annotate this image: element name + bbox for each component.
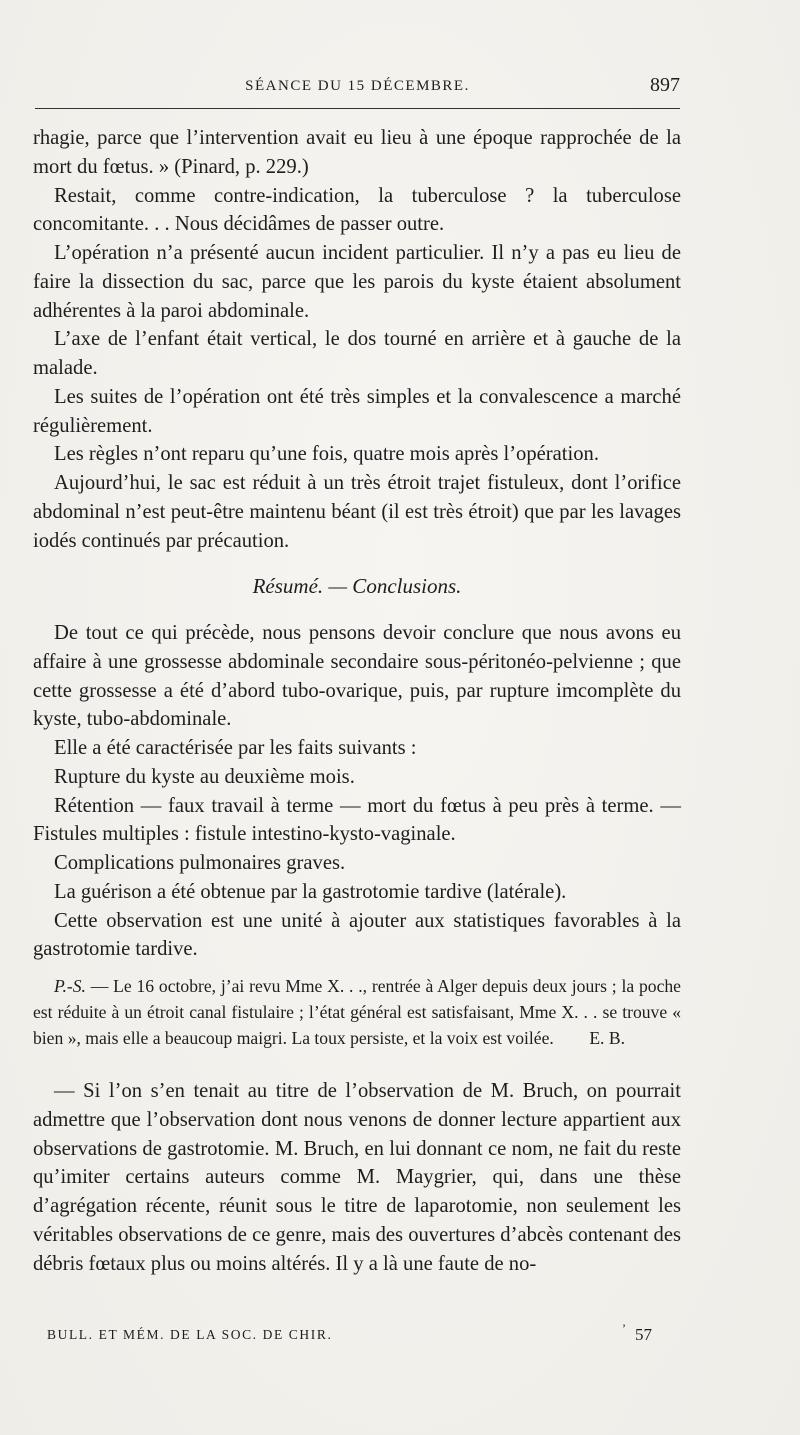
- conclusion-paragraph: Cette observation est une unité à ajouter aux statistiques favorables à la gastrotomie tardive.: [33, 909, 681, 961]
- conclusion-paragraph: Rupture du kyste au deuxième mois.: [54, 765, 355, 788]
- page-footer: [47, 1321, 652, 1349]
- paragraph: Aujourd’hui, le sac est réduit à un très étroit trajet fistuleux, dont l’orifice abdominal n’est peut-être maintenu béant (il est très étroit) que par les lavages iodés continués par précaution.: [33, 472, 681, 552]
- conclusion-paragraph: Elle a été caractérisée par les faits suivants :: [54, 737, 417, 759]
- journal-footer: BULL. ET MÉM. DE LA SOC. DE CHIR.: [47, 1327, 333, 1342]
- conclusion-paragraph: La guérison a été obtenue par la gastrotomie tardive (latérale).: [54, 880, 567, 903]
- paragraph: Les règles n’ont reparu qu’une fois, quatre mois après l’opération.: [54, 443, 599, 466]
- paragraph: Les suites de l’opération ont été très simples et la convalescence a marché régulièrement.: [33, 385, 681, 437]
- conclusion-paragraph: De tout ce qui précède, nous pensons devoir conclure que nous avons eu affaire à une grossesse abdominale secondaire sous-péritonéo-pelvienne ; que cette grossesse a été d’abord tubo-ovarique, puis, par rupture imcomplète du kyste, tubo-abdominale.: [33, 622, 681, 731]
- printer-mark: ’: [622, 1321, 626, 1335]
- conclusion-paragraph: Rétention — faux travail à terme — mort du fœtus à peu près à terme. — Fistules multiples : fistule intestino-kysto-vaginale.: [33, 794, 681, 846]
- body-text: [33, 124, 681, 1278]
- section-heading: Résumé. — Conclusions.: [252, 574, 462, 599]
- postscript-text: — Le 16 octobre, j’ai revu Mme X. . ., rentrée à Alger depuis deux jours ; la poche est réduite à un étroit canal fistulaire ; l’état général est satisfaisant, Mme X. . . se trouve « bien », mais elle a beaucoup maigri. La toux persiste, et la voix est voilée.: [33, 976, 681, 1048]
- paragraph: L’opération n’a présenté aucun incident particulier. Il n’y a pas eu lieu de faire la dissection du sac, parce que les parois du kyste étaient absolument adhérentes à la paroi abdominale.: [33, 242, 681, 322]
- header-rule: [35, 108, 680, 109]
- conclusion-paragraph: Complications pulmonaires graves.: [54, 852, 346, 874]
- paragraph: L’axe de l’enfant était vertical, le dos tourné en arrière et à gauche de la malade.: [33, 328, 681, 379]
- postscript-label: P.-S.: [54, 976, 86, 996]
- page-header: [35, 74, 680, 104]
- signature-number: 57: [635, 1325, 652, 1344]
- paragraph: Restait, comme contre-indication, la tuberculose ? la tuberculose concomitante. . . Nous décidâmes de passer outre.: [33, 184, 681, 236]
- running-title: SÉANCE DU 15 DÉCEMBRE.: [245, 78, 470, 94]
- postscript-signature: E. B.: [589, 1028, 625, 1048]
- page-number: 897: [650, 74, 680, 96]
- postscript: [33, 973, 681, 1051]
- paragraph: rhagie, parce que l’intervention avait eu lieu à une époque rapprochée de la mort du fœtus. » (Pinard, p. 229.): [33, 127, 681, 178]
- discussion-paragraph: — Si l’on s’en tenait au titre de l’observation de M. Bruch, on pourrait admettre que l’observation dont nous venons de donner lecture appartient aux observations de gastrotomie. M. Bruch, en lui donnant ce nom, ne fait du reste qu’imiter certains auteurs comme M. Maygrier, qui, dans une thèse d’agrégation récente, réunit sous le titre de laparotomie, non seulement les véritables observations de ce genre, mais des ouvertures d’abcès contenant des débris fœtaux plus ou moins altérés. Il y a là une faute de no-: [33, 1080, 681, 1275]
